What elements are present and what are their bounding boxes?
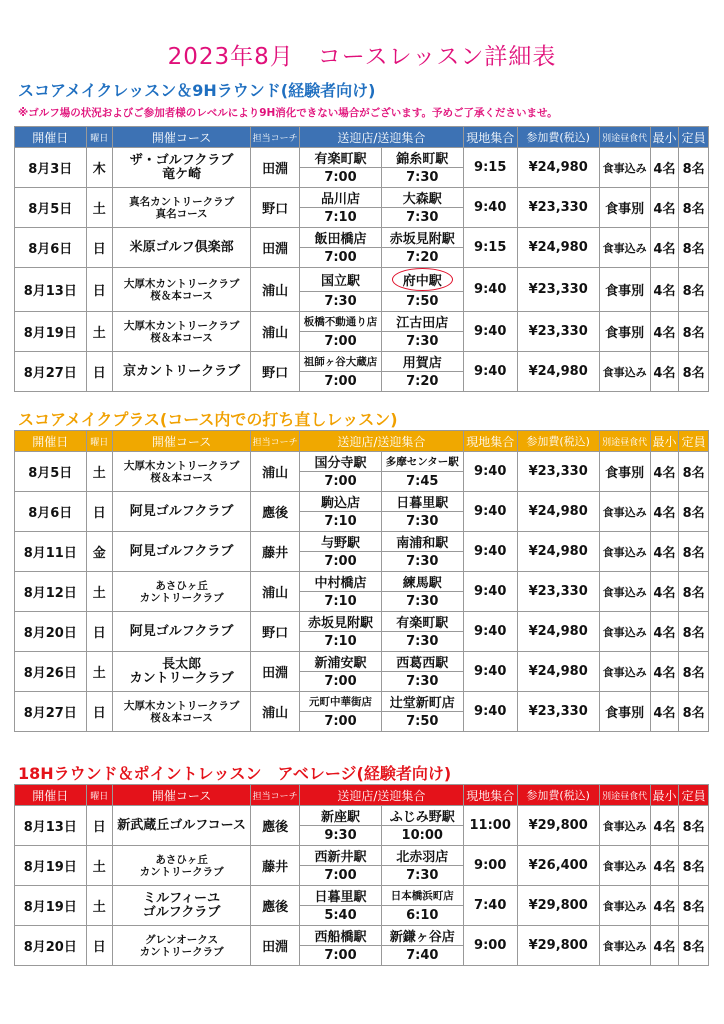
column-header: 定員	[679, 431, 709, 452]
min-participants: 4名	[650, 572, 679, 612]
pickup-time-1: 7:00	[300, 712, 382, 732]
pickup-time-1: 7:00	[300, 946, 382, 966]
pickup-place-2: 辻堂新町店	[381, 692, 463, 712]
coach-name: 藤井	[251, 846, 300, 886]
table-row	[15, 612, 709, 632]
lunch-fee: 食事込み	[599, 806, 650, 846]
column-header: 開催コース	[113, 431, 251, 452]
pickup-place-1: 有楽町駅	[300, 148, 382, 168]
weekday: 土	[86, 846, 113, 886]
weekday: 金	[86, 532, 113, 572]
pickup-place-2: 江古田店	[381, 312, 463, 332]
fee: ¥24,980	[517, 652, 599, 692]
event-date: 8月27日	[15, 352, 87, 392]
meeting-time: 9:40	[463, 492, 517, 532]
highlighted-station: 府中駅	[392, 268, 453, 291]
pickup-time-1: 5:40	[300, 906, 382, 926]
capacity: 8名	[679, 806, 709, 846]
pickup-time-1: 7:10	[300, 208, 382, 228]
column-header: 曜日	[86, 785, 113, 806]
capacity: 8名	[679, 452, 709, 492]
meeting-time: 11:00	[463, 806, 517, 846]
pickup-time-2: 7:50	[381, 292, 463, 312]
capacity: 8名	[679, 926, 709, 966]
event-date: 8月19日	[15, 312, 87, 352]
pickup-place-2: 練馬駅	[381, 572, 463, 592]
column-header: 曜日	[86, 127, 113, 148]
pickup-time-2: 7:20	[381, 372, 463, 392]
column-header: 送迎店/送迎集合	[300, 127, 464, 148]
fee: ¥23,330	[517, 452, 599, 492]
pickup-time-1: 7:10	[300, 512, 382, 532]
pickup-place-1: 西船橋駅	[300, 926, 382, 946]
table-row	[15, 572, 709, 592]
event-date: 8月20日	[15, 612, 87, 652]
pickup-time-2: 7:50	[381, 712, 463, 732]
pickup-place-1: 国分寺駅	[300, 452, 382, 472]
min-participants: 4名	[650, 926, 679, 966]
course-name: 大厚木カントリークラブ 桜＆本コース	[113, 312, 251, 352]
column-header: 送迎店/送迎集合	[300, 431, 464, 452]
event-date: 8月12日	[15, 572, 87, 612]
course-name: 大厚木カントリークラブ 桜＆本コース	[113, 452, 251, 492]
pickup-place-2: 南浦和駅	[381, 532, 463, 552]
table-row	[15, 532, 709, 552]
course-name: あさひヶ丘 カントリークラブ	[113, 572, 251, 612]
event-date: 8月13日	[15, 806, 87, 846]
pickup-time-1: 7:10	[300, 592, 382, 612]
lunch-fee: 食事別	[599, 268, 650, 312]
pickup-place-1: 板橋不動通り店	[300, 312, 382, 332]
pickup-place-2: 大森駅	[381, 188, 463, 208]
column-header: 別途昼食代	[599, 785, 650, 806]
coach-name: 田淵	[251, 926, 300, 966]
pickup-time-2: 7:30	[381, 332, 463, 352]
coach-name: 野口	[251, 188, 300, 228]
meeting-time: 9:40	[463, 452, 517, 492]
pickup-place-1: 品川店	[300, 188, 382, 208]
lunch-fee: 食事込み	[599, 652, 650, 692]
pickup-time-2: 7:30	[381, 866, 463, 886]
pickup-place-2: 西葛西駅	[381, 652, 463, 672]
fee: ¥29,800	[517, 806, 599, 846]
pickup-place-2: 新鎌ヶ谷店	[381, 926, 463, 946]
pickup-place-1: 日暮里駅	[300, 886, 382, 906]
table-row	[15, 312, 709, 332]
coach-name: 浦山	[251, 268, 300, 312]
event-date: 8月26日	[15, 652, 87, 692]
pickup-place-1: 中村橋店	[300, 572, 382, 592]
lunch-fee: 食事別	[599, 188, 650, 228]
column-header: 担当コーチ	[251, 785, 300, 806]
notice-text: ※ゴルフ場の状況およびご参加者様のレベルにより9H消化できない場合がございます。予めご了承くださいませ。	[18, 107, 558, 119]
weekday: 土	[86, 886, 113, 926]
fee: ¥24,980	[517, 532, 599, 572]
capacity: 8名	[679, 846, 709, 886]
pickup-place-2: 日本橋浜町店	[381, 886, 463, 906]
lunch-fee: 食事込み	[599, 228, 650, 268]
table-row	[15, 846, 709, 866]
pickup-place-1: 駒込店	[300, 492, 382, 512]
table-row	[15, 886, 709, 906]
meeting-time: 9:40	[463, 188, 517, 228]
pickup-time-1: 7:00	[300, 372, 382, 392]
meeting-time: 9:15	[463, 228, 517, 268]
min-participants: 4名	[650, 806, 679, 846]
fee: ¥23,330	[517, 268, 599, 312]
lunch-fee: 食事込み	[599, 148, 650, 188]
event-date: 8月19日	[15, 886, 87, 926]
meeting-time: 9:40	[463, 692, 517, 732]
capacity: 8名	[679, 532, 709, 572]
coach-name: 藤井	[251, 532, 300, 572]
weekday: 日	[86, 228, 113, 268]
course-name: 大厚木カントリークラブ 桜＆本コース	[113, 268, 251, 312]
fee: ¥24,980	[517, 492, 599, 532]
weekday: 土	[86, 312, 113, 352]
pickup-time-1: 9:30	[300, 826, 382, 846]
event-date: 8月19日	[15, 846, 87, 886]
course-name: ザ・ゴルフクラブ 竜ケ崎	[113, 148, 251, 188]
fee: ¥26,400	[517, 846, 599, 886]
weekday: 土	[86, 652, 113, 692]
column-header: 開催日	[15, 785, 87, 806]
weekday: 日	[86, 806, 113, 846]
lunch-fee: 食事込み	[599, 492, 650, 532]
pickup-place-2: 錦糸町駅	[381, 148, 463, 168]
pickup-time-2: 7:20	[381, 248, 463, 268]
pickup-time-2: 7:30	[381, 592, 463, 612]
pickup-place-1: 元町中華街店	[300, 692, 382, 712]
pickup-place-2: 用賀店	[381, 352, 463, 372]
course-name: 阿見ゴルフクラブ	[113, 492, 251, 532]
min-participants: 4名	[650, 352, 679, 392]
column-header: 定員	[679, 127, 709, 148]
fee: ¥24,980	[517, 148, 599, 188]
column-header: 現地集合	[463, 785, 517, 806]
section-title-1: スコアメイクレッスン＆9Hラウンド(経験者向け)	[18, 81, 376, 100]
table-row	[15, 148, 709, 168]
meeting-time: 9:40	[463, 572, 517, 612]
fee: ¥23,330	[517, 572, 599, 612]
fee: ¥24,980	[517, 612, 599, 652]
pickup-time-1: 7:00	[300, 472, 382, 492]
weekday: 土	[86, 188, 113, 228]
fee: ¥24,980	[517, 352, 599, 392]
min-participants: 4名	[650, 148, 679, 188]
column-header: 参加費(税込)	[517, 431, 599, 452]
coach-name: 浦山	[251, 452, 300, 492]
course-name: ミルフィーユ ゴルフクラブ	[113, 886, 251, 926]
table-row	[15, 926, 709, 946]
capacity: 8名	[679, 652, 709, 692]
pickup-time-2: 7:40	[381, 946, 463, 966]
pickup-place-2	[381, 268, 463, 292]
weekday: 日	[86, 492, 113, 532]
weekday: 木	[86, 148, 113, 188]
lunch-fee: 食事込み	[599, 846, 650, 886]
column-header: 開催コース	[113, 785, 251, 806]
pickup-time-2: 7:30	[381, 672, 463, 692]
course-name: 新武蔵丘ゴルフコース	[113, 806, 251, 846]
event-date: 8月20日	[15, 926, 87, 966]
course-name: 大厚木カントリークラブ 桜＆本コース	[113, 692, 251, 732]
capacity: 8名	[679, 228, 709, 268]
lunch-fee: 食事別	[599, 312, 650, 352]
min-participants: 4名	[650, 846, 679, 886]
lunch-fee: 食事別	[599, 452, 650, 492]
lunch-fee: 食事込み	[599, 926, 650, 966]
section-title-2: スコアメイクプラス(コース内での打ち直しレッスン)	[18, 410, 398, 429]
course-name: グレンオークス カントリークラブ	[113, 926, 251, 966]
table-row	[15, 188, 709, 208]
min-participants: 4名	[650, 886, 679, 926]
course-name: 阿見ゴルフクラブ	[113, 612, 251, 652]
pickup-time-2: 7:30	[381, 632, 463, 652]
column-header: 現地集合	[463, 431, 517, 452]
pickup-time-2: 7:30	[381, 168, 463, 188]
fee: ¥23,330	[517, 312, 599, 352]
pickup-time-1: 7:00	[300, 248, 382, 268]
event-date: 8月11日	[15, 532, 87, 572]
pickup-place-2: 赤坂見附駅	[381, 228, 463, 248]
column-header: 最小	[650, 127, 679, 148]
pickup-place-1: 西新井駅	[300, 846, 382, 866]
pickup-time-1: 7:00	[300, 672, 382, 692]
pickup-place-2: 北赤羽店	[381, 846, 463, 866]
min-participants: 4名	[650, 692, 679, 732]
schedule-table-1	[14, 126, 709, 392]
min-participants: 4名	[650, 492, 679, 532]
course-name: 阿見ゴルフクラブ	[113, 532, 251, 572]
weekday: 日	[86, 926, 113, 966]
coach-name: 浦山	[251, 572, 300, 612]
weekday: 土	[86, 452, 113, 492]
column-header: 現地集合	[463, 127, 517, 148]
capacity: 8名	[679, 612, 709, 652]
weekday: 土	[86, 572, 113, 612]
pickup-place-2: 有楽町駅	[381, 612, 463, 632]
capacity: 8名	[679, 572, 709, 612]
weekday: 日	[86, 612, 113, 652]
column-header: 別途昼食代	[599, 127, 650, 148]
pickup-time-1: 7:00	[300, 866, 382, 886]
pickup-time-1: 7:10	[300, 632, 382, 652]
event-date: 8月13日	[15, 268, 87, 312]
coach-name: 田淵	[251, 652, 300, 692]
pickup-place-1: 新浦安駅	[300, 652, 382, 672]
lunch-fee: 食事込み	[599, 612, 650, 652]
coach-name: 應後	[251, 886, 300, 926]
coach-name: 應後	[251, 492, 300, 532]
coach-name: 野口	[251, 612, 300, 652]
pickup-place-1: 国立駅	[300, 268, 382, 292]
section-title-3: 18Hラウンド＆ポイントレッスン アベレージ(経験者向け)	[18, 764, 452, 783]
weekday: 日	[86, 692, 113, 732]
min-participants: 4名	[650, 228, 679, 268]
column-header: 開催日	[15, 127, 87, 148]
column-header: 送迎店/送迎集合	[300, 785, 464, 806]
fee: ¥23,330	[517, 692, 599, 732]
pickup-time-2: 10:00	[381, 826, 463, 846]
coach-name: 應後	[251, 806, 300, 846]
table-header-row	[15, 431, 709, 452]
coach-name: 浦山	[251, 692, 300, 732]
table-row	[15, 452, 709, 472]
course-name: あさひヶ丘 カントリークラブ	[113, 846, 251, 886]
course-name: 米原ゴルフ倶楽部	[113, 228, 251, 268]
table-row	[15, 268, 709, 292]
pickup-place-2: ふじみ野駅	[381, 806, 463, 826]
fee: ¥24,980	[517, 228, 599, 268]
lunch-fee: 食事別	[599, 692, 650, 732]
capacity: 8名	[679, 268, 709, 312]
capacity: 8名	[679, 312, 709, 352]
pickup-time-2: 6:10	[381, 906, 463, 926]
min-participants: 4名	[650, 268, 679, 312]
table-row	[15, 352, 709, 372]
column-header: 開催コース	[113, 127, 251, 148]
table-row	[15, 806, 709, 826]
min-participants: 4名	[650, 452, 679, 492]
meeting-time: 9:40	[463, 612, 517, 652]
table-row	[15, 492, 709, 512]
min-participants: 4名	[650, 532, 679, 572]
schedule-table-2	[14, 430, 709, 732]
pickup-place-1: 祖師ヶ谷大蔵店	[300, 352, 382, 372]
column-header: 担当コーチ	[251, 127, 300, 148]
column-header: 最小	[650, 431, 679, 452]
capacity: 8名	[679, 692, 709, 732]
column-header: 最小	[650, 785, 679, 806]
meeting-time: 9:40	[463, 352, 517, 392]
table-header-row	[15, 785, 709, 806]
coach-name: 田淵	[251, 148, 300, 188]
meeting-time: 9:40	[463, 268, 517, 312]
meeting-time: 9:40	[463, 532, 517, 572]
event-date: 8月27日	[15, 692, 87, 732]
capacity: 8名	[679, 352, 709, 392]
pickup-time-2: 7:45	[381, 472, 463, 492]
pickup-time-2: 7:30	[381, 208, 463, 228]
table-header-row	[15, 127, 709, 148]
event-date: 8月5日	[15, 452, 87, 492]
meeting-time: 9:15	[463, 148, 517, 188]
pickup-time-1: 7:00	[300, 552, 382, 572]
column-header: 担当コーチ	[251, 431, 300, 452]
coach-name: 浦山	[251, 312, 300, 352]
meeting-time: 9:40	[463, 652, 517, 692]
lunch-fee: 食事込み	[599, 572, 650, 612]
column-header: 曜日	[86, 431, 113, 452]
column-header: 別途昼食代	[599, 431, 650, 452]
column-header: 開催日	[15, 431, 87, 452]
meeting-time: 9:00	[463, 926, 517, 966]
table-row	[15, 692, 709, 712]
coach-name: 田淵	[251, 228, 300, 268]
min-participants: 4名	[650, 312, 679, 352]
fee: ¥23,330	[517, 188, 599, 228]
pickup-place-1: 与野駅	[300, 532, 382, 552]
lunch-fee: 食事込み	[599, 886, 650, 926]
column-header: 参加費(税込)	[517, 127, 599, 148]
weekday: 日	[86, 352, 113, 392]
column-header: 参加費(税込)	[517, 785, 599, 806]
pickup-place-1: 新座駅	[300, 806, 382, 826]
fee: ¥29,800	[517, 886, 599, 926]
pickup-place-1: 飯田橋店	[300, 228, 382, 248]
event-date: 8月6日	[15, 492, 87, 532]
min-participants: 4名	[650, 652, 679, 692]
pickup-place-1: 赤坂見附駅	[300, 612, 382, 632]
meeting-time: 9:00	[463, 846, 517, 886]
event-date: 8月3日	[15, 148, 87, 188]
event-date: 8月5日	[15, 188, 87, 228]
lunch-fee: 食事込み	[599, 532, 650, 572]
weekday: 日	[86, 268, 113, 312]
course-name: 京カントリークラブ	[113, 352, 251, 392]
pickup-place-2: 多摩センター駅	[381, 452, 463, 472]
pickup-time-2: 7:30	[381, 512, 463, 532]
coach-name: 野口	[251, 352, 300, 392]
pickup-time-2: 7:30	[381, 552, 463, 572]
capacity: 8名	[679, 188, 709, 228]
pickup-time-1: 7:00	[300, 168, 382, 188]
schedule-table-3	[14, 784, 709, 966]
meeting-time: 7:40	[463, 886, 517, 926]
column-header: 定員	[679, 785, 709, 806]
lunch-fee: 食事込み	[599, 352, 650, 392]
course-name: 長太郎 カントリークラブ	[113, 652, 251, 692]
table-row	[15, 228, 709, 248]
pickup-place-2: 日暮里駅	[381, 492, 463, 512]
capacity: 8名	[679, 492, 709, 532]
course-name: 真名カントリークラブ 真名コース	[113, 188, 251, 228]
pickup-time-1: 7:30	[300, 292, 382, 312]
pickup-time-1: 7:00	[300, 332, 382, 352]
capacity: 8名	[679, 886, 709, 926]
min-participants: 4名	[650, 612, 679, 652]
table-row	[15, 652, 709, 672]
page-title: 2023年8月 コースレッスン詳細表	[167, 44, 557, 70]
event-date: 8月6日	[15, 228, 87, 268]
capacity: 8名	[679, 148, 709, 188]
meeting-time: 9:40	[463, 312, 517, 352]
fee: ¥29,800	[517, 926, 599, 966]
min-participants: 4名	[650, 188, 679, 228]
